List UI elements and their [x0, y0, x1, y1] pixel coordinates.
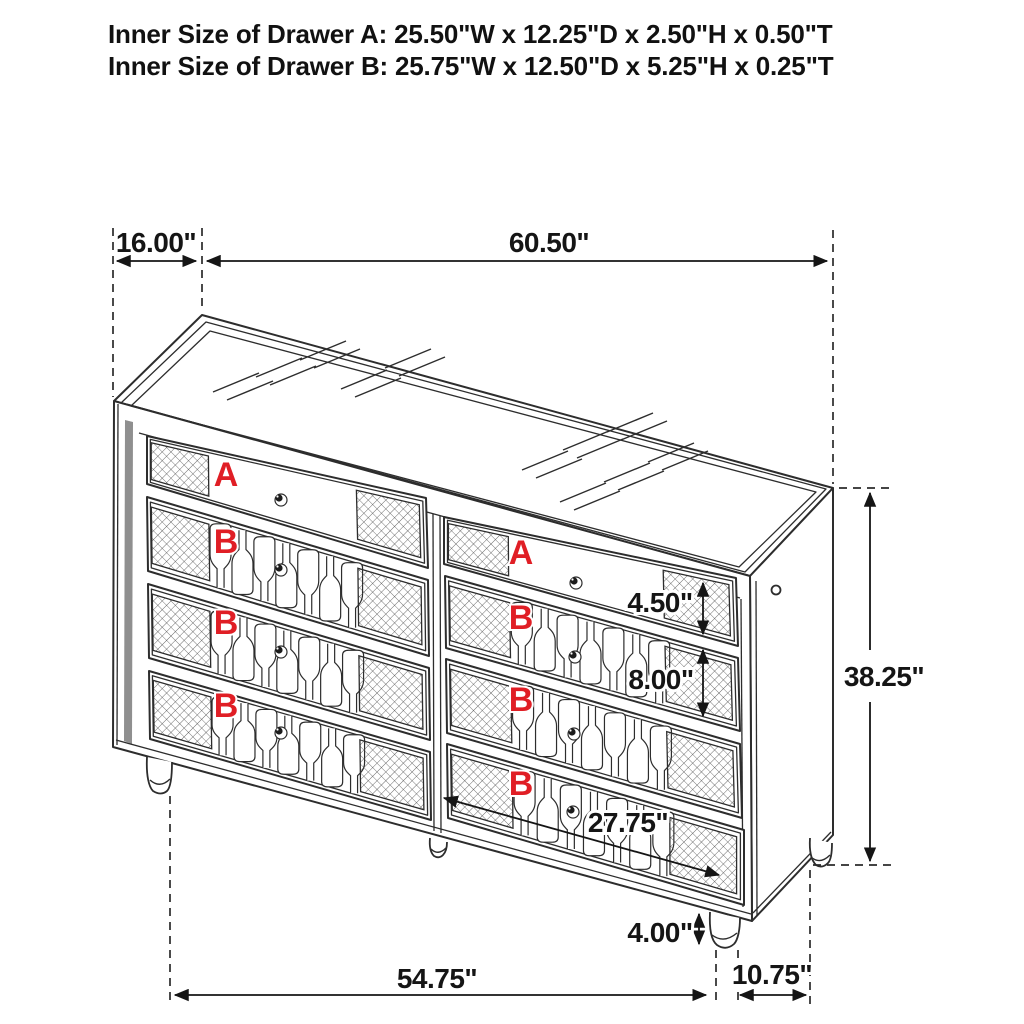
letter-right-row4: B	[508, 765, 534, 803]
letter-left-row4: B	[213, 687, 239, 725]
label-drawer-b-height: 8.00"	[628, 664, 694, 695]
leg-part	[147, 757, 172, 794]
header-line-2: Inner Size of Drawer B: 25.75"W x 12.50"D x 5.25"H x 0.25"T	[108, 51, 834, 81]
label-top-depth: 16.00"	[115, 227, 197, 258]
label-top-width: 60.50"	[508, 227, 590, 258]
label-overall-height: 38.25"	[843, 661, 925, 692]
label-drawer-width: 27.75"	[587, 807, 669, 838]
header-line-1: Inner Size of Drawer A: 25.50"W x 12.25"D x 2.50"H x 0.50"T	[108, 19, 833, 49]
letter-left-row1: A	[213, 456, 239, 494]
leg-part	[810, 838, 832, 867]
letter-right-row3: B	[508, 681, 534, 719]
letter-right-row1: A	[508, 534, 534, 572]
letter-right-row2: B	[508, 599, 534, 637]
label-drawer-a-height: 4.50"	[627, 587, 693, 618]
label-base-depth: 10.75"	[731, 959, 813, 990]
letter-left-row2: B	[213, 523, 239, 561]
leg-part	[430, 838, 447, 857]
label-base-width: 54.75"	[396, 963, 478, 994]
label-leg-height: 4.00"	[627, 917, 693, 948]
leg-part	[710, 912, 740, 948]
letter-left-row3: B	[213, 604, 239, 642]
